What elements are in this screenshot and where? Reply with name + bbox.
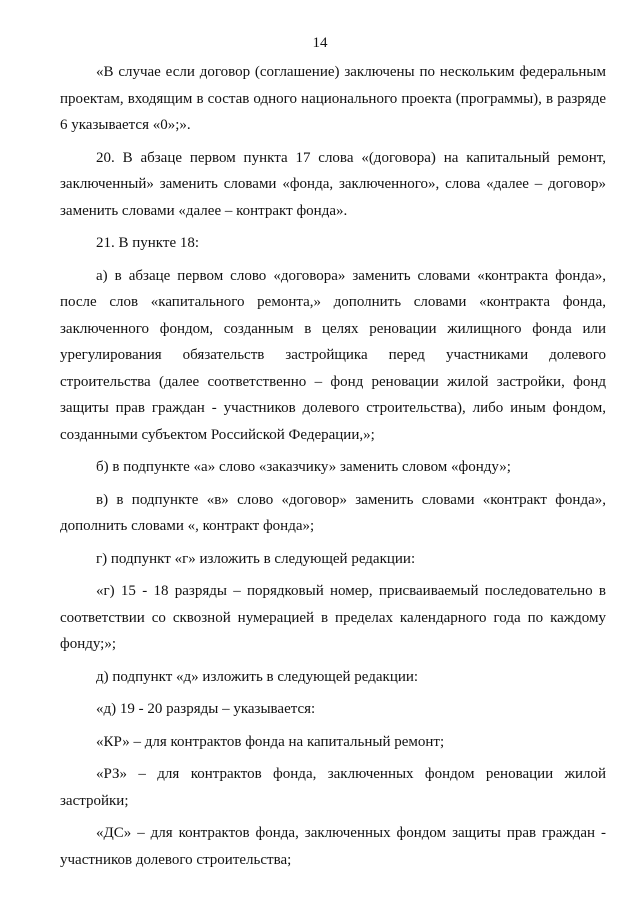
paragraph-item-21: 21. В пункте 18: (96, 235, 200, 251)
paragraph-item-20: 20. В абзаце первом пункта 17 слова «(договора) на капитальный ремонт, заключенный» заменить словами «фонда, заключенного», слова «далее – договор» заменить словами «далее – контракт фонда». (60, 149, 606, 219)
document-body (60, 59, 606, 879)
paragraph-subitem-a: а) в абзаце первом слово «договора» заменить словами «контракта фонда», после слов «капитального ремонта,» дополнить словами «контракта фонда, заключенного фондом, созданным в целях реновации жилищного фонда или урегулирования обязательств застройщика перед участниками долевого строительства (далее соответственно – фонд реновации жилой застройки, фонд защиты прав граждан - участников долевого строительства), либо иным фондом, созданными субъектом Российской Федерации,»; (60, 267, 606, 443)
paragraph-quote-d: «д) 19 - 20 разряды – указывается: (96, 701, 316, 717)
paragraph-subitem-g: г) подпункт «г» изложить в следующей редакции: (96, 550, 416, 567)
page-number: 14 (312, 35, 328, 51)
paragraph-quote-federal-projects: «В случае если договор (соглашение) заключены по нескольким федеральным проектам, входящим в состав одного национального проекта (программы), в разряде 6 указывается «0»;». (60, 64, 606, 133)
paragraph-subitem-v: в) в подпункте «в» слово «договор» заменить словами «контракт фонда», дополнить словами «, контракт фонда»; (60, 491, 606, 534)
paragraph-quote-g: «г) 15 - 18 разряды – порядковый номер, присваиваемый последовательно в соответствии со сквозной нумерацией в пределах календарного года по каждому фонду;»; (60, 583, 606, 652)
paragraph-code-ds: «ДС» – для контрактов фонда, заключенных фондом защиты прав граждан - участников долевого строительства; (60, 825, 606, 868)
paragraph-subitem-d: д) подпункт «д» изложить в следующей редакции: (96, 668, 419, 685)
paragraph-code-rz: «РЗ» – для контрактов фонда, заключенных фондом реновации жилой застройки; (60, 766, 606, 809)
paragraph-code-kr: «КР» – для контрактов фонда на капитальный ремонт; (96, 733, 445, 750)
paragraph-subitem-b: б) в подпункте «а» слово «заказчику» заменить словом «фонду»; (96, 459, 511, 475)
